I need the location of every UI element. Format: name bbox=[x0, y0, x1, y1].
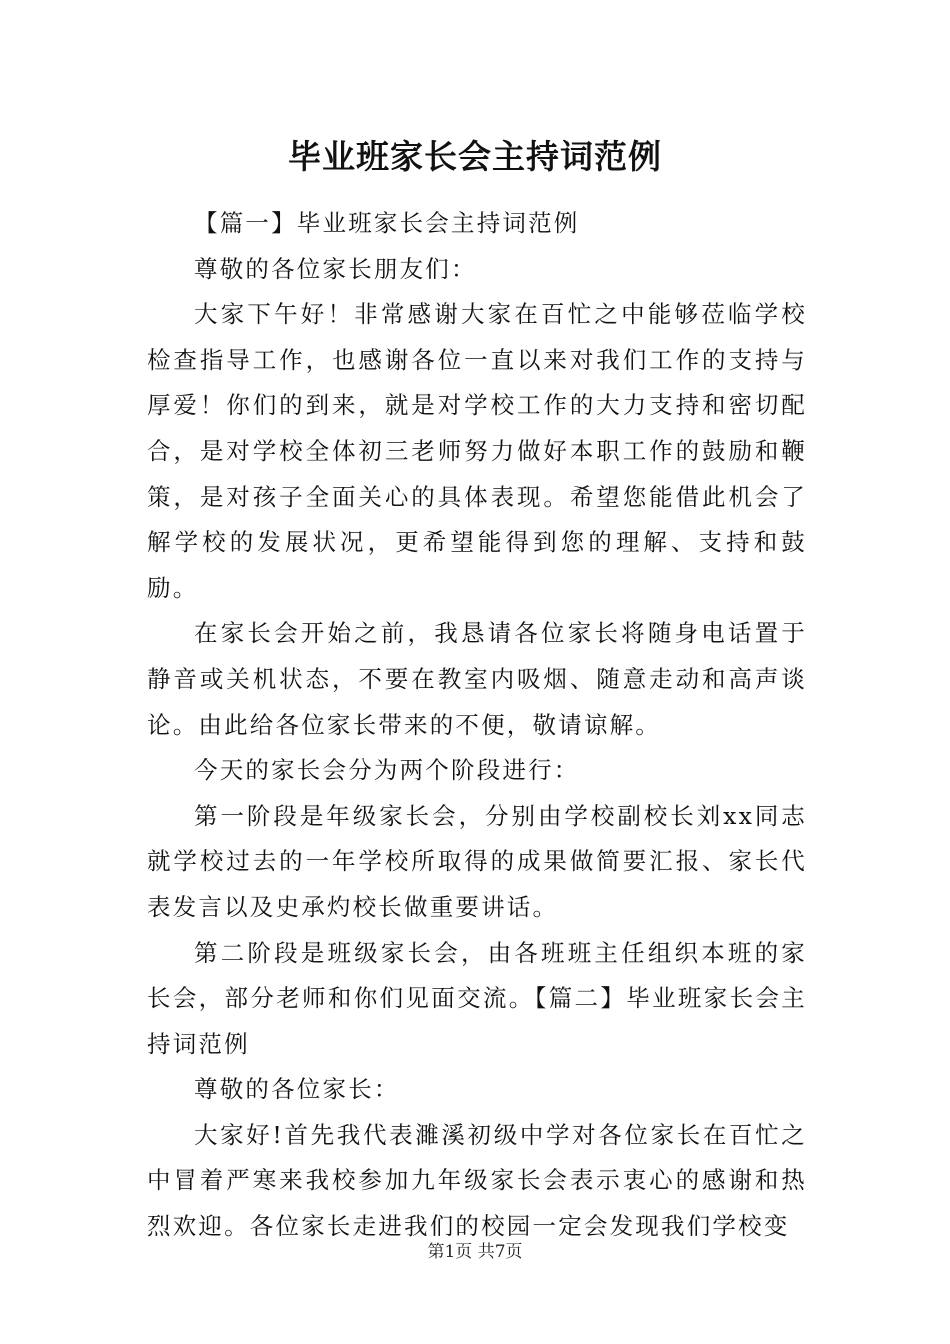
paragraph-welcome: 大家下午好！非常感谢大家在百忙之中能够莅临学校检查指导工作，也感谢各位一直以来对我们工作的支持与厚爱！你们的到来，就是对学校工作的大力支持和密切配合，是对学校全体初三老师努力做好本职工作的鼓励和鞭策，是对孩子全面关心的具体表现。希望您能借此机会了解学校的发展状况，更希望能得到您的理解、支持和鼓励。 bbox=[147, 300, 807, 602]
document-body bbox=[147, 201, 807, 1250]
paragraph-section-heading-1: 【篇一】毕业班家长会主持词范例 bbox=[194, 209, 580, 237]
paragraph-stage-one: 第一阶段是年级家长会，分别由学校副校长刘xx同志就学校过去的一年学校所取得的成果做简要汇报、家长代表发言以及史承灼校长做重要讲话。 bbox=[147, 801, 807, 921]
paragraph-greeting-1: 尊敬的各位家长朋友们： bbox=[194, 254, 477, 283]
page-number-footer: 第1页 共7页 bbox=[427, 1242, 523, 1262]
paragraph-greeting-2: 尊敬的各位家长： bbox=[194, 1075, 400, 1104]
paragraph-stage-two: 第二阶段是班级家长会，由各班班主任组织本班的家长会，部分老师和你们见面交流。【篇二】毕业班家长会主持词范例 bbox=[147, 938, 807, 1058]
paragraph-stages-intro: 今天的家长会分为两个阶段进行： bbox=[194, 756, 580, 785]
paragraph-opening-2: 大家好!首先我代表濉溪初级中学对各位家长在百忙之中冒着严寒来我校参加九年级家长会表示衷心的感谢和热烈欢迎。各位家长走进我们的校园一定会发现我们学校变 bbox=[147, 1120, 807, 1241]
document-title: 毕业班家长会主持词范例 bbox=[288, 137, 662, 176]
paragraph-phone-notice: 在家长会开始之前，我恳请各位家长将随身电话置于静音或关机状态，不要在教室内吸烟、随意走动和高声谈论。由此给各位家长带来的不便，敬请谅解。 bbox=[147, 619, 807, 739]
